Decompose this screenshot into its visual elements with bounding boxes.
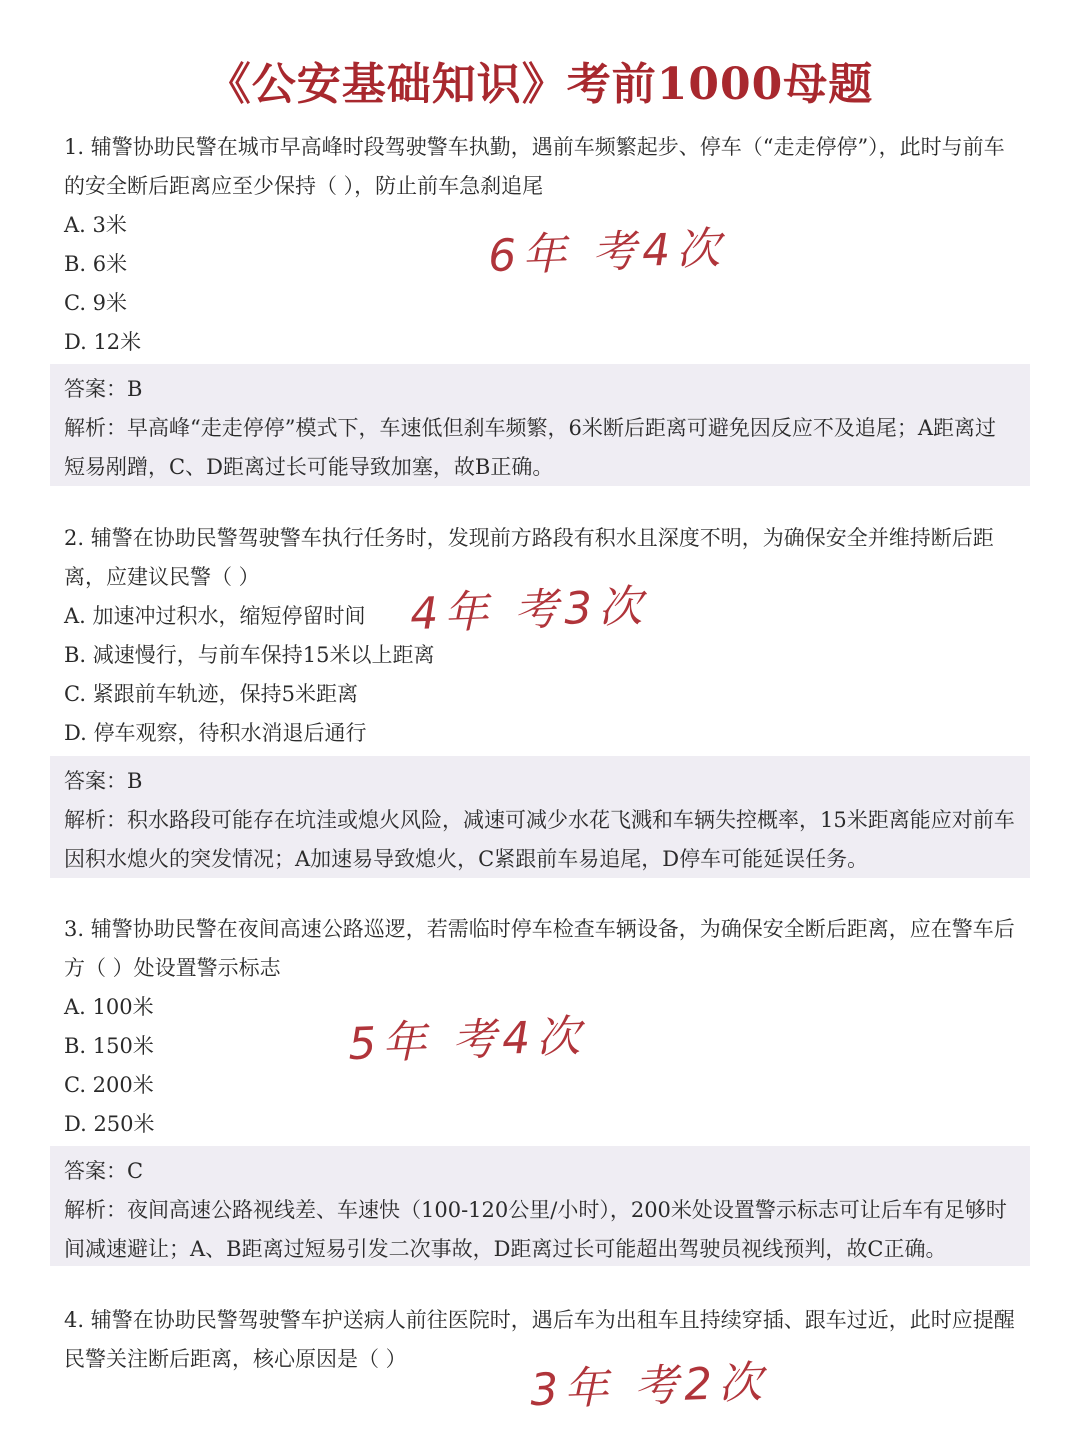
frequency-note: 6年 考4次	[487, 222, 727, 283]
answer-box	[50, 756, 1030, 878]
option-d: D. 12米	[64, 330, 142, 354]
answer-text: 答案：C	[64, 1159, 144, 1183]
question-stem: 2. 辅警在协助民警驾驶警车执行任务时，发现前方路段有积水且深度不明，为确保安全并维持断后距离，应建议民警（ ）	[64, 526, 994, 589]
frequency-note: 3年 考2次	[529, 1356, 769, 1417]
option-c: C. 200米	[64, 1073, 154, 1097]
option-b: B. 减速慢行，与前车保持15米以上距离	[64, 643, 435, 667]
frequency-note: 4年 考3次	[409, 580, 649, 641]
option-a: A. 3米	[64, 213, 127, 237]
frequency-note: 5年 考4次	[347, 1010, 587, 1071]
answer-text: 答案：B	[64, 377, 143, 401]
answer-text: 答案：B	[64, 769, 143, 793]
analysis-text: 解析：夜间高速公路视线差、车速快（100-120公里/小时），200米处设置警示标志可让后车有足够时间减速避让；A、B距离过短易引发二次事故，D距离过长可能超出驾驶员视线预判，故C正确。	[64, 1198, 1007, 1261]
page-title: 《公安基础知识》考前1000母题	[206, 59, 874, 110]
question-stem: 1. 辅警协助民警在城市早高峰时段驾驶警车执勤，遇前车频繁起步、停车（“走走停停”），此时与前车的安全断后距离应至少保持（ ），防止前车急刹追尾	[64, 135, 1005, 198]
option-a: A. 加速冲过积水，缩短停留时间	[64, 604, 366, 628]
option-b: B. 150米	[64, 1034, 154, 1058]
option-c: C. 紧跟前车轨迹，保持5米距离	[64, 682, 359, 706]
question-stem: 4. 辅警在协助民警驾驶警车护送病人前往医院时，遇后车为出租车且持续穿插、跟车过近，此时应提醒民警关注断后距离，核心原因是（ ）	[64, 1308, 1015, 1371]
answer-box	[50, 364, 1030, 486]
option-c: C. 9米	[64, 291, 128, 315]
option-a: A. 100米	[64, 995, 154, 1019]
analysis-text: 解析：早高峰“走走停停”模式下，车速低但刹车频繁，6米断后距离可避免因反应不及追尾；A距离过短易剐蹭，C、D距离过长可能导致加塞，故B正确。	[64, 416, 996, 479]
answer-box	[50, 1146, 1030, 1266]
option-d: D. 250米	[64, 1112, 155, 1136]
option-d: D. 停车观察，待积水消退后通行	[64, 721, 367, 745]
option-b: B. 6米	[64, 252, 128, 276]
question-stem: 3. 辅警协助民警在夜间高速公路巡逻，若需临时停车检查车辆设备，为确保安全断后距离，应在警车后方（ ）处设置警示标志	[64, 917, 1015, 980]
analysis-text: 解析：积水路段可能存在坑洼或熄火风险，减速可减少水花飞溅和车辆失控概率，15米距离能应对前车因积水熄火的突发情况；A加速易导致熄火，C紧跟前车易追尾，D停车可能延误任务。	[64, 808, 1015, 871]
